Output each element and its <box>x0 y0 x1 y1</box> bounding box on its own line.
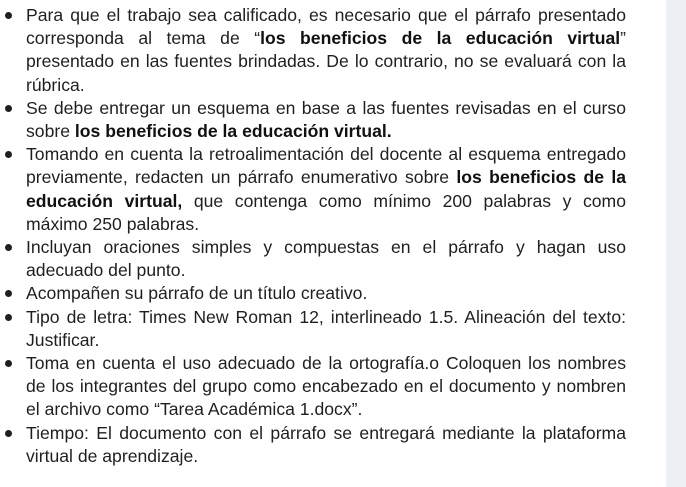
bullet-icon <box>5 151 12 158</box>
bullet-icon <box>5 12 12 19</box>
item-text: que contenga como mínimo 200 palabras y como máximo 250 palabras. <box>26 190 626 234</box>
scrollbar-track[interactable] <box>666 0 686 487</box>
list-item <box>26 422 626 468</box>
item-text: Para que el trabajo sea calificado, es necesario que el párrafo presentado corresponda al tema de “ <box>26 5 626 49</box>
bullet-icon <box>5 105 12 112</box>
bullet-icon <box>5 290 12 297</box>
list-item <box>26 97 626 143</box>
bullet-icon <box>5 314 12 321</box>
item-text: Tipo de letra: Times New Roman 12, interlineado 1.5. Alineación del texto: Justificar. <box>26 306 626 350</box>
instructions-list <box>26 4 626 468</box>
bullet-icon <box>5 360 12 367</box>
item-text-bold: los beneficios de la educación virtual, <box>26 167 626 211</box>
bullet-icon <box>5 244 12 251</box>
list-item <box>26 282 626 305</box>
item-text-bold: los beneficios de la educación virtual <box>260 28 621 49</box>
item-text: Incluyan oraciones simples y compuestas en el párrafo y hagan uso adecuado del punto. <box>26 237 626 281</box>
item-text: Se debe entregar un esquema en base a las fuentes revisadas en el curso sobre <box>26 97 626 142</box>
item-text: Tiempo: El documento con el párrafo se entregará mediante la plataforma virtual de aprendizaje. <box>26 422 626 466</box>
item-text: Acompañen su párrafo de un título creativo. <box>26 283 368 304</box>
item-text-bold: los beneficios de la educación virtual. <box>74 121 392 142</box>
bullet-icon <box>5 430 12 437</box>
list-item <box>26 4 626 97</box>
list-item <box>26 306 626 352</box>
item-text: ” presentado en las fuentes brindadas. De lo contrario, no se evaluará con la rúbrica. <box>26 28 626 95</box>
item-text: Tomando en cuenta la retroalimentación del docente al esquema entregado previamente, redacten un párrafo enumerativo sobre <box>26 144 626 188</box>
list-item <box>26 352 626 422</box>
list-item <box>26 143 626 236</box>
item-text: Toma en cuenta el uso adecuado de la ortografía.o Coloquen los nombres de los integrantes del grupo como encabezado en el documento y nombren el archivo como “Tarea Académica 1.docx”. <box>26 353 626 420</box>
list-item <box>26 236 626 282</box>
